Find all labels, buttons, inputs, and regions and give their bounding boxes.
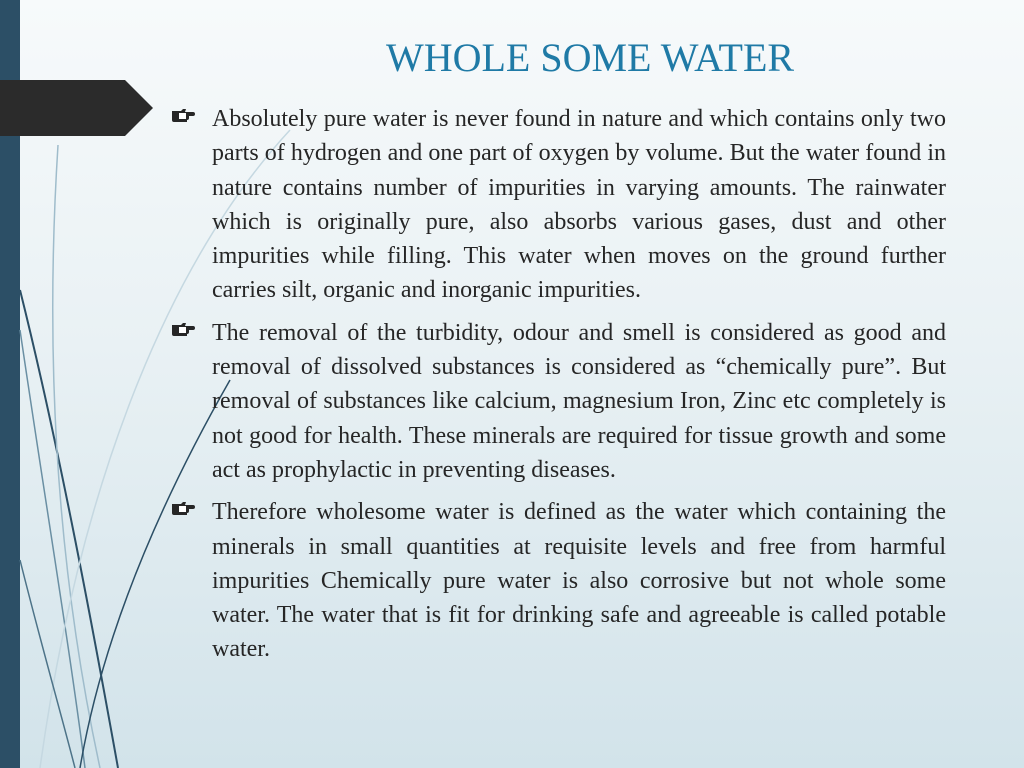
hand-pointer-icon [170,102,212,129]
hand-pointer-icon [170,495,212,522]
bullet-item [170,316,946,487]
slide-title: WHOLE SOME WATER [385,35,795,80]
bullet-item [170,102,946,308]
bullet-text: Absolutely pure water is never found in nature and which contains only two parts of hydrogen and one part of oxygen by volume. But the water found in nature contains number of impurities in varying amounts. The rainwater which is originally pure, also absorbs various gases, dust and other impurities while filling. This water when moves on the ground further carries silt, organic and inorganic impurities. [212,106,946,304]
bullet-text: The removal of the turbidity, odour and smell is considered as good and removal of dissolved substances is considered as “chemically pure”. But removal of substances like calcium, magnesium Iron, Zinc etc completely is not good for health. These minerals are required for tissue growth and some act as prophylactic in preventing diseases. [212,319,946,483]
bullet-list [170,102,946,675]
hand-pointer-icon [170,316,212,343]
bullet-item [170,495,946,666]
bullet-text: Therefore wholesome water is defined as the water which containing the minerals in small quantities at requisite levels and free from harmful impurities Chemically pure water is also corrosive but not whole some water. The water that is fit for drinking safe and agreeable is called potable water. [212,499,946,663]
title-tab-shape [0,80,155,136]
